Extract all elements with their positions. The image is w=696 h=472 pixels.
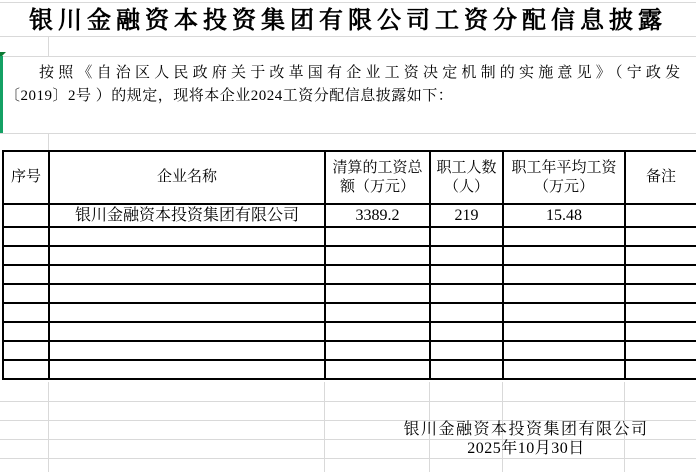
table-row: [3, 360, 696, 379]
table-cell[interactable]: [3, 246, 49, 265]
table-cell[interactable]: [3, 322, 49, 341]
table-row: [3, 246, 696, 265]
table-cell[interactable]: [325, 284, 430, 303]
table-row: [3, 265, 696, 284]
header-remarks[interactable]: 备注: [625, 151, 696, 204]
table-cell[interactable]: [430, 360, 503, 379]
table-cell[interactable]: [503, 246, 625, 265]
header-company-name[interactable]: 企业名称: [49, 151, 325, 204]
table-cell[interactable]: [503, 227, 625, 246]
table-cell[interactable]: [503, 341, 625, 360]
table-cell[interactable]: [503, 322, 625, 341]
table-row: [3, 284, 696, 303]
gridline: [48, 133, 49, 150]
cell-average-wage[interactable]: 15.48: [503, 204, 625, 227]
table-cell[interactable]: [3, 303, 49, 322]
gridline: [48, 382, 49, 472]
table-cell[interactable]: [625, 322, 696, 341]
table-cell[interactable]: [49, 227, 325, 246]
table-cell[interactable]: [625, 284, 696, 303]
table-row: [3, 322, 696, 341]
table-cell[interactable]: [49, 303, 325, 322]
cell-total-wages[interactable]: 3389.2: [325, 204, 430, 227]
gridline: [324, 382, 325, 472]
table-cell[interactable]: [503, 284, 625, 303]
table-cell[interactable]: [3, 360, 49, 379]
header-total-wages[interactable]: 清算的工资总额（万元）: [325, 151, 430, 204]
table-cell[interactable]: [49, 322, 325, 341]
table-cell[interactable]: [625, 265, 696, 284]
table-cell[interactable]: [3, 227, 49, 246]
table-cell[interactable]: [430, 246, 503, 265]
table-cell[interactable]: [325, 246, 430, 265]
table-row: [3, 227, 696, 246]
header-average-wage[interactable]: 职工年平均工资（万元）: [503, 151, 625, 204]
gridline: [0, 458, 696, 459]
table-cell[interactable]: [325, 265, 430, 284]
disclosure-table: [2, 150, 696, 380]
gridline: [0, 133, 696, 134]
green-fill-bar: [0, 56, 3, 133]
table-cell[interactable]: [49, 246, 325, 265]
table-cell[interactable]: [625, 360, 696, 379]
table-cell[interactable]: [625, 303, 696, 322]
table-cell[interactable]: [325, 341, 430, 360]
table-cell[interactable]: [3, 284, 49, 303]
cell-remarks[interactable]: [625, 204, 696, 227]
table-cell[interactable]: [325, 303, 430, 322]
table-cell[interactable]: [49, 341, 325, 360]
gridline: [0, 56, 696, 57]
table-cell[interactable]: [625, 246, 696, 265]
table-cell[interactable]: [430, 227, 503, 246]
table-cell[interactable]: [325, 322, 430, 341]
cell-serial-number[interactable]: [3, 204, 49, 227]
table-cell[interactable]: [625, 341, 696, 360]
table-row: [3, 341, 696, 360]
table-cell[interactable]: [3, 265, 49, 284]
table-body: [3, 204, 696, 379]
table-cell[interactable]: [430, 322, 503, 341]
gridline: [0, 401, 696, 402]
table-cell[interactable]: [430, 303, 503, 322]
footer-date: 2025年10月30日: [467, 440, 585, 457]
page-title: 银川金融资本投资集团有限公司工资分配信息披露: [29, 7, 667, 34]
gridline: [48, 36, 49, 56]
table-cell[interactable]: [3, 341, 49, 360]
intro-line-2: 〔2019〕2号 ）的规定，现将本企业2024工资分配信息披露如下：: [5, 88, 454, 104]
header-serial-number[interactable]: 序号: [3, 151, 49, 204]
table-cell[interactable]: [49, 284, 325, 303]
table-cell[interactable]: [625, 227, 696, 246]
table-row: [3, 204, 696, 227]
table-cell[interactable]: [430, 284, 503, 303]
footer-block: [330, 420, 696, 458]
table-cell[interactable]: [503, 265, 625, 284]
gridline: [0, 2, 696, 3]
intro-line-1: 按照《自治区人民政府关于改革国有企业工资决定机制的实施意见》（宁政发: [39, 65, 685, 81]
table-cell[interactable]: [503, 303, 625, 322]
cell-company-name[interactable]: 银川金融资本投资集团有限公司: [49, 204, 325, 227]
table-cell[interactable]: [503, 360, 625, 379]
table-header-row: [3, 151, 696, 204]
table-cell[interactable]: [49, 265, 325, 284]
table-cell[interactable]: [430, 265, 503, 284]
footer-company: 银川金融资本投资集团有限公司: [403, 421, 649, 438]
header-employee-count[interactable]: 职工人数（人）: [430, 151, 503, 204]
table-cell[interactable]: [325, 227, 430, 246]
table-cell[interactable]: [325, 360, 430, 379]
table-row: [3, 303, 696, 322]
table-cell[interactable]: [49, 360, 325, 379]
cell-employee-count[interactable]: 219: [430, 204, 503, 227]
gridline: [0, 36, 696, 37]
intro-paragraph: [5, 62, 694, 108]
table-cell[interactable]: [430, 341, 503, 360]
